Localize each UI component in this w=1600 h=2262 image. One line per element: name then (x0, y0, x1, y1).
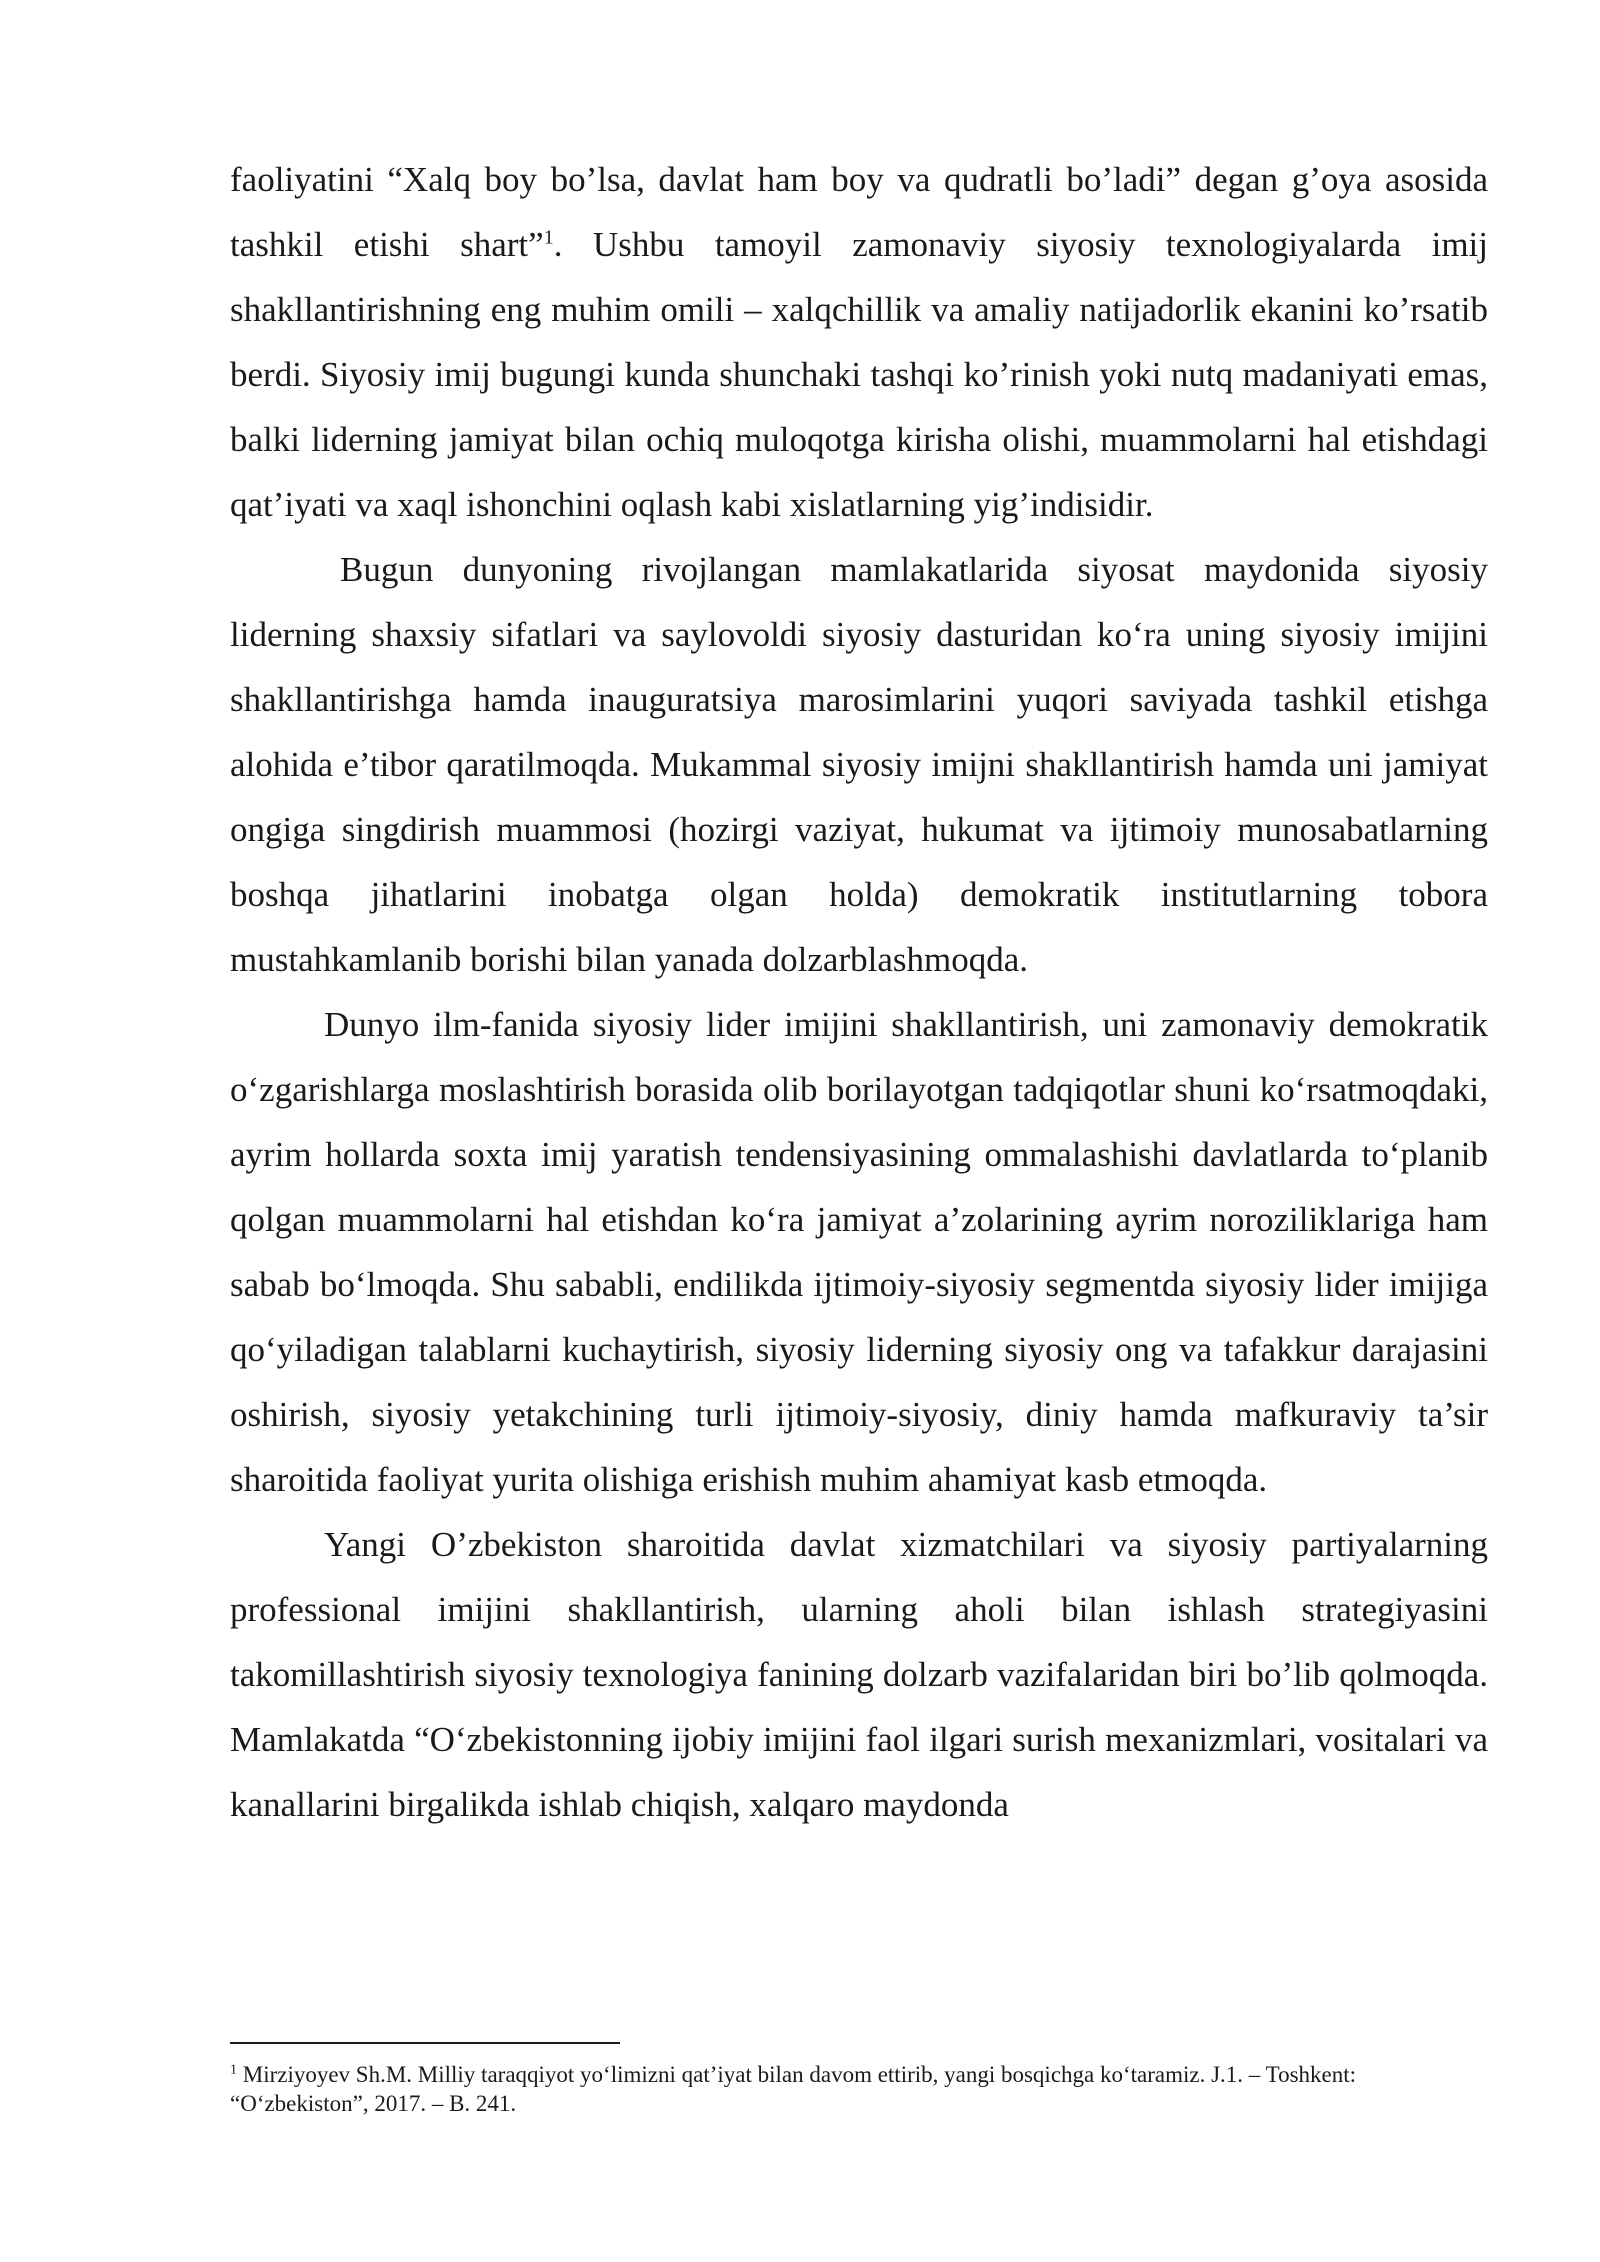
footnote (230, 2060, 1488, 2118)
paragraph-1-text-start: faoliyatini “Xalq boy bo’lsa, davlat ham boy va qudratli bo’ladi” degan g’oya asosida tashkil etishi shart” (230, 160, 1488, 264)
paragraph-3: Dunyo ilm-fanida siyosiy lider imijini shakllantirish, uni zamonaviy demokratik o‘zgarishlarga moslashtirish borasida olib borilayotgan tadqiqotlar shuni ko‘rsatmoqdaki, ayrim hollarda soxta imij yaratish tendensiyasining ommalashishi davlatlarda to‘planib qolgan muammolarni hal etishdan ko‘ra jamiyat a’zolarining ayrim noroziliklariga ham sabab bo‘lmoqda. Shu sababli, endilikda ijtimoiy-siyosiy segmentda siyosiy lider imijiga qo‘yiladigan talablarni kuchaytirish, siyosiy liderning siyosiy ong va tafakkur darajasini oshirish, siyosiy yetakchining turli ijtimoiy-siyosiy, diniy hamda mafkuraviy ta’sir sharoitida faoliyat yurita olishiga erishish muhim ahamiyat kasb etmoqda. (230, 1005, 1488, 1499)
footnote-number: 1 (230, 2062, 237, 2078)
paragraph-4: Yangi O’zbekiston sharoitida davlat xizmatchilari va siyosiy partiyalarning professional imijini shakllantirish, ularning aholi bilan ishlash strategiyasini takomillashtirish siyosiy texnologiya fanining dolzarb vazifalaridan biri bo’lib qolmoqda. Mamlakatda “O‘zbekistonning ijobiy imijini faol ilgari surish mexanizmlari, vositalari va kanallarini birgalikda ishlab chiqish, xalqaro maydonda (230, 1525, 1488, 1824)
footnote-separator (230, 2042, 620, 2044)
paragraph-2: Bugun dunyoning rivojlangan mamlakatlarida siyosat maydonida siyosiy liderning shaxsiy sifatlari va saylovoldi siyosiy dasturidan ko‘ra uning siyosiy imijini shakllantirishga hamda inauguratsiya marosimlarini yuqori saviyada tashkil etishga alohida e’tibor qaratilmoqda. Mukammal siyosiy imijni shakllantirish hamda uni jamiyat ongiga singdirish muammosi (hozirgi vaziyat, hukumat va ijtimoiy munosabatlarning boshqa jihatlarini inobatga olgan holda) demokratik institutlarning tobora mustahkamlanib borishi bilan yanada dolzarblashmoqda. (230, 550, 1488, 979)
paragraph-1 (230, 147, 1488, 537)
paragraph-1-text-end: . Ushbu tamoyil zamonaviy siyosiy texnologiyalarda imij shakllantirishning eng muhim omili – xalqchillik va amaliy natijadorlik ekanini ko’rsatib berdi. Siyosiy imij bugungi kunda shunchaki tashqi ko’rinish yoki nutq madaniyati emas, balki liderning jamiyat bilan ochiq muloqotga kirisha olishi, muammolarni hal etishdagi qat’iyati va xaql ishonchini oqlash kabi xislatlarning yig’indisidir. (230, 225, 1489, 524)
body-text (230, 147, 1488, 1837)
footnote-text: Mirziyoyev Sh.M. Milliy taraqqiyot yo‘limizni qat’iyat bilan davom ettirib, yangi bosqichga ko‘taramiz. J.1. – Toshkent: “O‘zbekiston”, 2017. – B. 241. (230, 2062, 1357, 2116)
footnote-reference: 1 (543, 226, 554, 249)
